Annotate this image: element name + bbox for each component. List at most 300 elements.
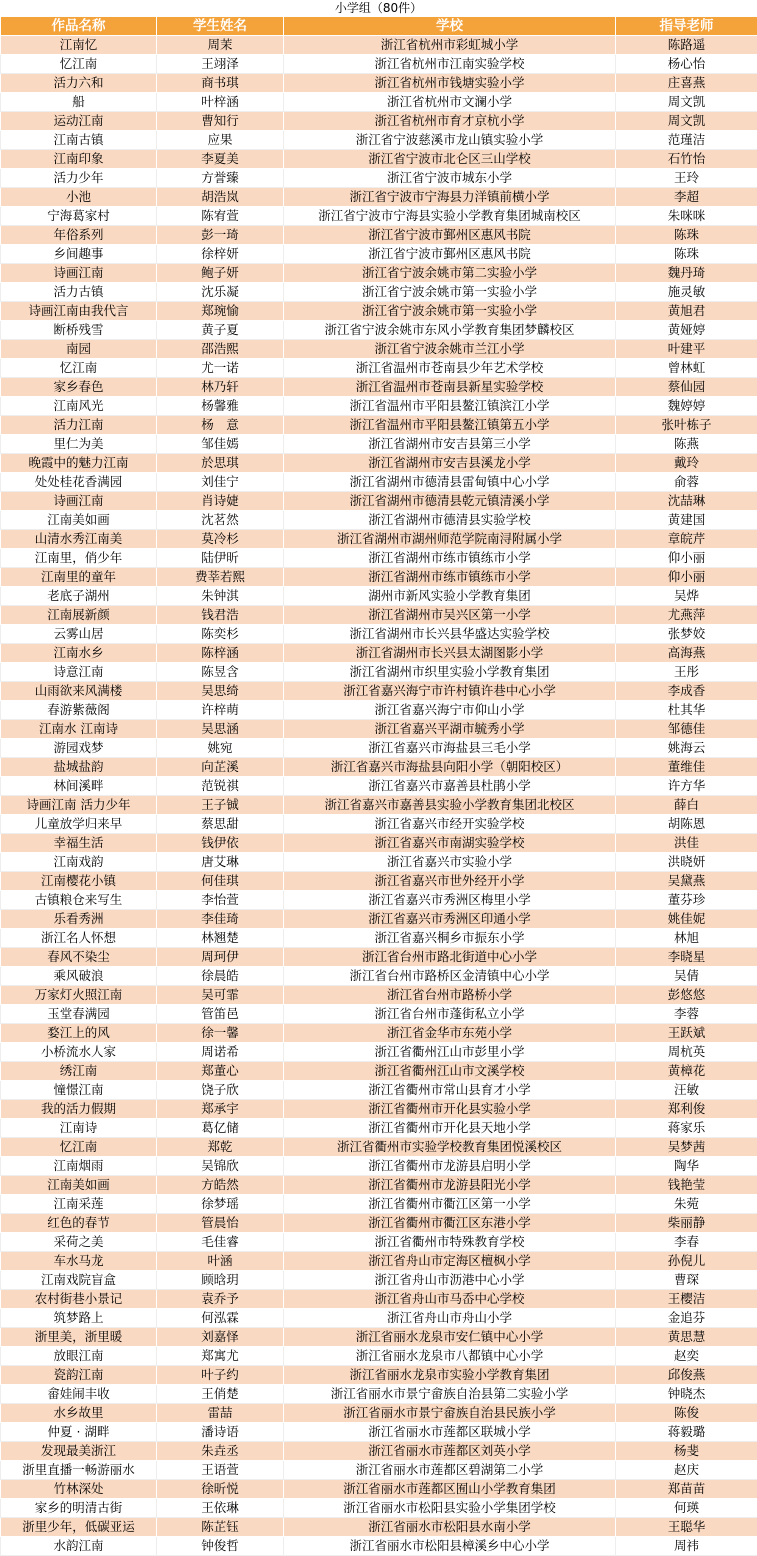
cell-student-name: 费莘若熙	[157, 568, 284, 587]
cell-teacher: 魏丹琦	[616, 264, 757, 283]
table-row	[1, 1290, 757, 1309]
cell-work-title: 放眼江南	[1, 1347, 157, 1366]
cell-student-name: 李夏美	[157, 150, 284, 169]
table-row	[1, 929, 757, 948]
cell-work-title: 活力少年	[1, 169, 157, 188]
cell-student-name: 顾晗玥	[157, 1271, 284, 1290]
cell-school: 浙江省嘉兴市秀洲区梅里小学	[284, 891, 616, 910]
cell-student-name: 饶子欣	[157, 1081, 284, 1100]
cell-school: 浙江省嘉兴平湖市毓秀小学	[284, 720, 616, 739]
cell-school: 浙江省杭州市彩虹城小学	[284, 36, 616, 55]
cell-teacher: 吴黛燕	[616, 872, 757, 891]
cell-school: 浙江省宁波余姚市东风小学教育集团梦麟校区	[284, 321, 616, 340]
table-row	[1, 340, 757, 359]
cell-student-name: 徐昕悦	[157, 1480, 284, 1499]
cell-work-title: 幸福生活	[1, 834, 157, 853]
cell-teacher: 董芬珍	[616, 891, 757, 910]
cell-school: 浙江省湖州市织里实验小学教育集团	[284, 663, 616, 682]
cell-teacher: 黄樟花	[616, 1062, 757, 1081]
cell-school: 浙江省舟山市马岙中心学校	[284, 1290, 616, 1309]
table-row	[1, 1423, 757, 1442]
cell-work-title: 婺江上的风	[1, 1024, 157, 1043]
cell-work-title: 江南水乡	[1, 644, 157, 663]
cell-work-title: 春游紫薇阁	[1, 701, 157, 720]
cell-school: 浙江省湖州市德清县乾元镇清溪小学	[284, 492, 616, 511]
table-row	[1, 1518, 757, 1537]
cell-work-title: 游园戏梦	[1, 739, 157, 758]
cell-student-name: 李怡萱	[157, 891, 284, 910]
cell-teacher: 俞蓉	[616, 473, 757, 492]
table-row	[1, 492, 757, 511]
cell-work-title: 江南诗	[1, 1119, 157, 1138]
cell-work-title: 船	[1, 93, 157, 112]
cell-student-name: 管笛邑	[157, 1005, 284, 1024]
cell-teacher: 郑利俊	[616, 1100, 757, 1119]
award-table	[0, 16, 757, 1556]
table-row	[1, 815, 757, 834]
cell-student-name: 徐晨皓	[157, 967, 284, 986]
cell-teacher: 朱咪咪	[616, 207, 757, 226]
cell-school: 浙江省衢州江山市文溪学校	[284, 1062, 616, 1081]
table-row	[1, 625, 757, 644]
cell-school: 浙江省宁波慈溪市龙山镇实验小学	[284, 131, 616, 150]
cell-school: 浙江省宁波市鄞州区惠风书院	[284, 245, 616, 264]
cell-teacher: 石竹怡	[616, 150, 757, 169]
cell-work-title: 江南水 江南诗	[1, 720, 157, 739]
table-row	[1, 796, 757, 815]
cell-work-title: 车水马龙	[1, 1252, 157, 1271]
cell-student-name: 周诺希	[157, 1043, 284, 1062]
cell-teacher: 黄思慧	[616, 1328, 757, 1347]
cell-teacher: 林旭	[616, 929, 757, 948]
cell-student-name: 范锐祺	[157, 777, 284, 796]
cell-student-name: 吴思绮	[157, 682, 284, 701]
cell-student-name: 应果	[157, 131, 284, 150]
table-row	[1, 910, 757, 929]
cell-school: 浙江省湖州市德清县实验学校	[284, 511, 616, 530]
table-row	[1, 264, 757, 283]
cell-teacher: 杨心怡	[616, 55, 757, 74]
table-row	[1, 568, 757, 587]
table-row	[1, 1499, 757, 1518]
cell-teacher: 何瑛	[616, 1499, 757, 1518]
cell-work-title: 江南烟雨	[1, 1157, 157, 1176]
cell-teacher: 李蓉	[616, 1005, 757, 1024]
cell-teacher: 赵奕	[616, 1347, 757, 1366]
table-row	[1, 473, 757, 492]
cell-work-title: 农村街巷小景记	[1, 1290, 157, 1309]
cell-teacher: 王聪华	[616, 1518, 757, 1537]
table-row	[1, 1442, 757, 1461]
cell-student-name: 彭一琦	[157, 226, 284, 245]
cell-student-name: 钱伊依	[157, 834, 284, 853]
cell-work-title: 江南戏韵	[1, 853, 157, 872]
cell-student-name: 黄子夏	[157, 321, 284, 340]
cell-teacher: 赵庆	[616, 1461, 757, 1480]
cell-teacher: 王跃斌	[616, 1024, 757, 1043]
cell-teacher: 范瑾洁	[616, 131, 757, 150]
cell-work-title: 采荷之美	[1, 1233, 157, 1252]
cell-student-name: 姚宛	[157, 739, 284, 758]
cell-teacher: 汪敏	[616, 1081, 757, 1100]
table-row	[1, 36, 757, 55]
cell-student-name: 方誉臻	[157, 169, 284, 188]
cell-school: 浙江省衢州市常山县育才小学	[284, 1081, 616, 1100]
cell-school: 浙江省嘉兴市世外经开小学	[284, 872, 616, 891]
cell-work-title: 乐看秀洲	[1, 910, 157, 929]
cell-teacher: 王彤	[616, 663, 757, 682]
cell-school: 浙江省衢州市龙游县阳光小学	[284, 1176, 616, 1195]
cell-student-name: 郑寓尤	[157, 1347, 284, 1366]
cell-school: 浙江省丽水市景宁畲族自治县第二实验小学	[284, 1385, 616, 1404]
cell-student-name: 唐艾琳	[157, 853, 284, 872]
cell-school: 浙江省衢州市特殊教育学校	[284, 1233, 616, 1252]
table-row	[1, 1024, 757, 1043]
cell-school: 浙江省衢州市龙游县启明小学	[284, 1157, 616, 1176]
cell-teacher: 李晓星	[616, 948, 757, 967]
cell-school: 浙江省宁波余姚市第二实验小学	[284, 264, 616, 283]
cell-school: 浙江省丽水市松阳县水南小学	[284, 1518, 616, 1537]
cell-work-title: 乘风破浪	[1, 967, 157, 986]
cell-school: 浙江省温州市苍南县新星实验学校	[284, 378, 616, 397]
cell-work-title: 南园	[1, 340, 157, 359]
table-row	[1, 1480, 757, 1499]
cell-school: 浙江省嘉兴市嘉善县杜鹃小学	[284, 777, 616, 796]
cell-school: 浙江省湖州市德清县雷甸镇中心小学	[284, 473, 616, 492]
cell-work-title: 断桥残雪	[1, 321, 157, 340]
cell-student-name: 郑董心	[157, 1062, 284, 1081]
cell-student-name: 王依琳	[157, 1499, 284, 1518]
cell-student-name: 郑乾	[157, 1138, 284, 1157]
cell-school: 浙江省湖州市长兴县太湖图影小学	[284, 644, 616, 663]
table-row	[1, 682, 757, 701]
cell-teacher: 周祎	[616, 1537, 757, 1556]
cell-teacher: 洪佳	[616, 834, 757, 853]
cell-teacher: 邱俊燕	[616, 1366, 757, 1385]
table-row	[1, 1138, 757, 1157]
table-row	[1, 245, 757, 264]
cell-school: 浙江省丽水市莲都区联城小学	[284, 1423, 616, 1442]
cell-work-title: 忆江南	[1, 359, 157, 378]
table-body	[1, 36, 757, 1556]
cell-school: 浙江省嘉兴市嘉善县实验小学教育集团北校区	[284, 796, 616, 815]
cell-work-title: 憧憬江南	[1, 1081, 157, 1100]
cell-school: 浙江省湖州市安吉县溪龙小学	[284, 454, 616, 473]
cell-work-title: 乡间趣事	[1, 245, 157, 264]
cell-teacher: 陈珠	[616, 226, 757, 245]
cell-student-name: 陈昱含	[157, 663, 284, 682]
cell-school: 浙江省嘉兴桐乡市振东小学	[284, 929, 616, 948]
cell-school: 浙江省丽水市莲都区碧湖第二小学	[284, 1461, 616, 1480]
table-row	[1, 1366, 757, 1385]
cell-work-title: 筑梦路上	[1, 1309, 157, 1328]
table-row	[1, 1081, 757, 1100]
cell-teacher: 张梦姣	[616, 625, 757, 644]
cell-student-name: 雷喆	[157, 1404, 284, 1423]
cell-school: 浙江省舟山市沥港中心小学	[284, 1271, 616, 1290]
header-school: 学校	[284, 17, 616, 36]
table-row	[1, 359, 757, 378]
cell-teacher: 李成香	[616, 682, 757, 701]
table-row	[1, 530, 757, 549]
table-row	[1, 188, 757, 207]
cell-teacher: 陶华	[616, 1157, 757, 1176]
cell-school: 浙江省宁波余姚市第一实验小学	[284, 283, 616, 302]
cell-school: 浙江省湖州市练市镇练市小学	[284, 568, 616, 587]
cell-school: 浙江省杭州市育才京杭小学	[284, 112, 616, 131]
cell-teacher: 王玲	[616, 169, 757, 188]
cell-student-name: 徐一馨	[157, 1024, 284, 1043]
cell-teacher: 吴倩	[616, 967, 757, 986]
cell-teacher: 杜其华	[616, 701, 757, 720]
cell-school: 浙江省嘉兴市秀洲区印通小学	[284, 910, 616, 929]
table-row	[1, 834, 757, 853]
cell-school: 浙江省衢州市衢江区东港小学	[284, 1214, 616, 1233]
cell-teacher: 蔡仙园	[616, 378, 757, 397]
table-row	[1, 758, 757, 777]
cell-teacher: 周文凯	[616, 93, 757, 112]
cell-student-name: 商书琪	[157, 74, 284, 93]
cell-work-title: 老底子湖州	[1, 587, 157, 606]
table-row	[1, 302, 757, 321]
cell-teacher: 许方华	[616, 777, 757, 796]
cell-student-name: 郑承宇	[157, 1100, 284, 1119]
table-row	[1, 378, 757, 397]
cell-work-title: 江南樱花小镇	[1, 872, 157, 891]
cell-work-title: 儿童放学归来早	[1, 815, 157, 834]
cell-student-name: 陈奕杉	[157, 625, 284, 644]
cell-teacher: 章皖芹	[616, 530, 757, 549]
cell-school: 浙江省嘉兴市经开实验学校	[284, 815, 616, 834]
cell-school: 浙江省丽水龙泉市安仁镇中心小学	[284, 1328, 616, 1347]
cell-teacher: 洪晓妍	[616, 853, 757, 872]
cell-student-name: 何泓霖	[157, 1309, 284, 1328]
cell-school: 浙江省嘉兴市海盐县向阳小学（朝阳校区）	[284, 758, 616, 777]
table-row	[1, 777, 757, 796]
cell-work-title: 江南忆	[1, 36, 157, 55]
cell-student-name: 潘诗语	[157, 1423, 284, 1442]
table-row	[1, 74, 757, 93]
cell-teacher: 朱菀	[616, 1195, 757, 1214]
cell-work-title: 江南印象	[1, 150, 157, 169]
cell-school: 浙江省衢州市开化县天地小学	[284, 1119, 616, 1138]
cell-student-name: 徐梓妍	[157, 245, 284, 264]
cell-teacher: 姚佳妮	[616, 910, 757, 929]
cell-work-title: 活力江南	[1, 416, 157, 435]
cell-work-title: 瓷韵江南	[1, 1366, 157, 1385]
cell-work-title: 宁海葛家村	[1, 207, 157, 226]
table-row	[1, 1461, 757, 1480]
cell-school: 浙江省湖州市练市镇练市小学	[284, 549, 616, 568]
cell-school: 浙江省嘉兴海宁市许村镇许巷中心小学	[284, 682, 616, 701]
table-row	[1, 1176, 757, 1195]
cell-work-title: 江南里的童年	[1, 568, 157, 587]
cell-teacher: 曹琛	[616, 1271, 757, 1290]
cell-work-title: 诗画江南 活力少年	[1, 796, 157, 815]
cell-school: 浙江省嘉兴市实验小学	[284, 853, 616, 872]
table-row	[1, 720, 757, 739]
cell-school: 浙江省宁波市城东小学	[284, 169, 616, 188]
cell-work-title: 山清水秀江南美	[1, 530, 157, 549]
cell-teacher: 李超	[616, 188, 757, 207]
table-row	[1, 1328, 757, 1347]
table-row	[1, 1119, 757, 1138]
cell-student-name: 沈茗然	[157, 511, 284, 530]
cell-school: 浙江省宁波市宁海县实验小学教育集团城南校区	[284, 207, 616, 226]
cell-teacher: 姚海云	[616, 739, 757, 758]
cell-teacher: 庄喜燕	[616, 74, 757, 93]
cell-student-name: 叶涵	[157, 1252, 284, 1271]
cell-work-title: 江南里，俏少年	[1, 549, 157, 568]
table-row	[1, 1537, 757, 1556]
cell-student-name: 蔡思甜	[157, 815, 284, 834]
cell-school: 浙江省台州市路桥小学	[284, 986, 616, 1005]
table-row	[1, 93, 757, 112]
cell-work-title: 江南美如画	[1, 1176, 157, 1195]
cell-work-title: 浙里美，浙里暖	[1, 1328, 157, 1347]
cell-work-title: 家乡的明清古街	[1, 1499, 157, 1518]
cell-work-title: 云雾山居	[1, 625, 157, 644]
cell-teacher: 杨斐	[616, 1442, 757, 1461]
cell-work-title: 诗画江南由我代言	[1, 302, 157, 321]
cell-student-name: 周珂伊	[157, 948, 284, 967]
cell-school: 浙江省丽水市松阳县实验小学集团学校	[284, 1499, 616, 1518]
table-row	[1, 112, 757, 131]
table-row	[1, 131, 757, 150]
cell-student-name: 尤一诺	[157, 359, 284, 378]
table-row	[1, 644, 757, 663]
table-row	[1, 986, 757, 1005]
cell-teacher: 蒋毅璐	[616, 1423, 757, 1442]
cell-work-title: 浙里直播一畅游丽水	[1, 1461, 157, 1480]
cell-student-name: 钟俊哲	[157, 1537, 284, 1556]
cell-student-name: 吴思涵	[157, 720, 284, 739]
table-row	[1, 511, 757, 530]
cell-school: 浙江省温州市平阳县鳌江镇滨江小学	[284, 397, 616, 416]
table-row	[1, 587, 757, 606]
header-teacher: 指导老师	[616, 17, 757, 36]
cell-work-title: 林间溪畔	[1, 777, 157, 796]
cell-school: 浙江省宁波市宁海县力洋镇前横小学	[284, 188, 616, 207]
table-row	[1, 1157, 757, 1176]
cell-student-name: 林乃轩	[157, 378, 284, 397]
cell-work-title: 诗意江南	[1, 663, 157, 682]
cell-student-name: 肖诗婕	[157, 492, 284, 511]
cell-school: 浙江省宁波市鄞州区惠风书院	[284, 226, 616, 245]
table-row	[1, 1043, 757, 1062]
cell-teacher: 仰小丽	[616, 549, 757, 568]
table-row	[1, 321, 757, 340]
cell-student-name: 鲍子妍	[157, 264, 284, 283]
cell-school: 浙江省宁波余姚市第一实验小学	[284, 302, 616, 321]
cell-work-title: 江南古镇	[1, 131, 157, 150]
cell-work-title: 江南采莲	[1, 1195, 157, 1214]
cell-teacher: 叶建平	[616, 340, 757, 359]
cell-teacher: 孙倪儿	[616, 1252, 757, 1271]
cell-work-title: 山雨欲来风满楼	[1, 682, 157, 701]
cell-student-name: 郑琬愉	[157, 302, 284, 321]
cell-work-title: 诗画江南	[1, 492, 157, 511]
header-work-title: 作品名称	[1, 17, 157, 36]
table-row	[1, 1062, 757, 1081]
cell-teacher: 陈燕	[616, 435, 757, 454]
cell-student-name: 刘嘉怿	[157, 1328, 284, 1347]
cell-student-name: 陈梓涵	[157, 644, 284, 663]
cell-work-title: 我的活力假期	[1, 1100, 157, 1119]
cell-work-title: 万家灯火照江南	[1, 986, 157, 1005]
cell-student-name: 吴锦欣	[157, 1157, 284, 1176]
cell-teacher: 高海燕	[616, 644, 757, 663]
table-row	[1, 1271, 757, 1290]
cell-student-name: 管晨怡	[157, 1214, 284, 1233]
cell-teacher: 彭悠悠	[616, 986, 757, 1005]
cell-student-name: 刘佳宁	[157, 473, 284, 492]
cell-school: 湖州市新风实验小学教育集团	[284, 587, 616, 606]
cell-work-title: 浙里少年，低碳亚运	[1, 1518, 157, 1537]
cell-work-title: 小桥流水人家	[1, 1043, 157, 1062]
cell-teacher: 尤燕萍	[616, 606, 757, 625]
cell-teacher: 沈喆琳	[616, 492, 757, 511]
cell-teacher: 董维佳	[616, 758, 757, 777]
cell-school: 浙江省湖州市安吉县第三小学	[284, 435, 616, 454]
table-row	[1, 1309, 757, 1328]
cell-work-title: 活力六和	[1, 74, 157, 93]
cell-teacher: 邹德佳	[616, 720, 757, 739]
table-row	[1, 454, 757, 473]
cell-school: 浙江省台州市路桥区金清镇中心小学	[284, 967, 616, 986]
cell-school: 浙江省湖州市吴兴区第一小学	[284, 606, 616, 625]
cell-student-name: 朱钟淇	[157, 587, 284, 606]
cell-teacher: 柴丽静	[616, 1214, 757, 1233]
cell-work-title: 古镇粮仓来写生	[1, 891, 157, 910]
cell-school: 浙江省衢州江山市彭里小学	[284, 1043, 616, 1062]
cell-teacher: 陈珠	[616, 245, 757, 264]
cell-student-name: 叶梓涵	[157, 93, 284, 112]
cell-work-title: 江南展新颜	[1, 606, 157, 625]
cell-student-name: 向芷溪	[157, 758, 284, 777]
cell-school: 浙江省台州市蓬街私立小学	[284, 1005, 616, 1024]
cell-teacher: 薛白	[616, 796, 757, 815]
cell-work-title: 江南美如画	[1, 511, 157, 530]
cell-student-name: 王子铖	[157, 796, 284, 815]
cell-work-title: 玉堂春满园	[1, 1005, 157, 1024]
table-row	[1, 1347, 757, 1366]
table-row	[1, 169, 757, 188]
cell-teacher: 蒋家乐	[616, 1119, 757, 1138]
header-student-name: 学生姓名	[157, 17, 284, 36]
cell-work-title: 春风不染尘	[1, 948, 157, 967]
cell-school: 浙江省丽水龙泉市实验小学教育集团	[284, 1366, 616, 1385]
cell-work-title: 江南风光	[1, 397, 157, 416]
cell-teacher: 周杭英	[616, 1043, 757, 1062]
cell-work-title: 红色的春节	[1, 1214, 157, 1233]
cell-student-name: 王语萱	[157, 1461, 284, 1480]
cell-school: 浙江省杭州市文澜小学	[284, 93, 616, 112]
cell-teacher: 陈俊	[616, 1404, 757, 1423]
cell-student-name: 於思琪	[157, 454, 284, 473]
cell-work-title: 发现最美浙江	[1, 1442, 157, 1461]
cell-work-title: 诗画江南	[1, 264, 157, 283]
cell-student-name: 叶子约	[157, 1366, 284, 1385]
cell-school: 浙江省丽水龙泉市八都镇中心小学	[284, 1347, 616, 1366]
cell-teacher: 王樱洁	[616, 1290, 757, 1309]
cell-school: 浙江省嘉兴市海盐县三毛小学	[284, 739, 616, 758]
cell-student-name: 李佳琦	[157, 910, 284, 929]
cell-work-title: 小池	[1, 188, 157, 207]
cell-student-name: 曹知行	[157, 112, 284, 131]
table-row	[1, 207, 757, 226]
cell-work-title: 活力古镇	[1, 283, 157, 302]
